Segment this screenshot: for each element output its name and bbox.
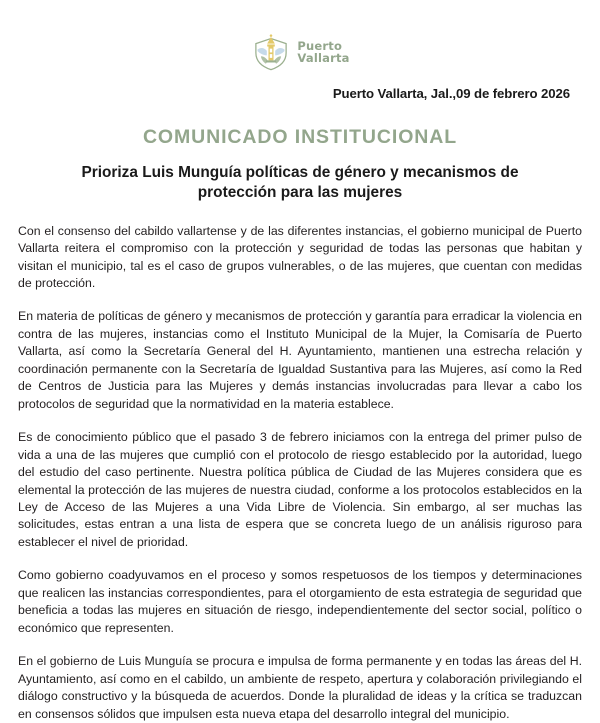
masthead [0,0,600,77]
paragraph: En el gobierno de Luis Munguía se procura e impulsa de forma permanente y en todas las áreas del H. Ayuntamiento, así como en el cabildo, un ambiente de respeto, apertura y colaboración privilegiando el diálogo constructivo y la búsqueda de acuerdos. Donde la pluralidad de ideas y la crítica se traduzcan en consensos sólidos que impulsen esta nueva etapa del desarrollo integral del municipio. [18,654,582,721]
logo-wordmark-line-2: Vallarta [297,50,350,65]
paragraph: En materia de políticas de género y mecanismos de protección y garantía para erradicar la violencia en contra de las mujeres, instancias como el Instituto Municipal de la Mujer, la Comisaría de Puerto Vallarta, así como la Secretaría General del H. Ayuntamiento, mantienen una estrecha relación y coordinación permanente con la Secretaría de Igualdad Sustantiva para las Mujeres, así como la Red de Centros de Justicia para las Mujeres y demás instancias involucradas para llevar a cabo los protocolos de seguridad que la normatividad en la materia establece. [18,309,582,411]
dateline: Puerto Vallarta, Jal.,09 de febrero 2026 [332,86,570,101]
logo-wordmark [297,40,349,64]
logo-wordmark-line-1: Puerto [297,38,343,53]
page-title: Prioriza Luis Munguía políticas de género y mecanismos de protección para las mujeres [81,164,519,202]
paragraph: Es de conocimiento público que el pasado 3 de febrero iniciamos con la entrega del primer pulso de vida a una de las mujeres que cumplió con el protocolo de riesgo establecido por la autoridad, luego del estudio del caso pertinente. Nuestra política pública de Ciudad de las Mujeres considera que es elemental la protección de las mujeres de nuestra ciudad, conforme a los protocolos establecidos en la Ley de Acceso de las Mujeres a una Vida Libre de Violencia. Sin embargo, al ser muchas las solicitudes, estas entran a una lista de espera que se concreta luego de un análisis riguroso para establecer el nivel de prioridad. [18,430,582,549]
puerto-vallarta-crest-icon [250,31,292,73]
puerto-vallarta-logo [250,31,349,73]
document-kicker: COMUNICADO INSTITUCIONAL [142,126,458,148]
paragraph: Como gobierno coadyuvamos en el proceso y somos respetuosos de los tiempos y determinaciones que realicen las instancias correspondientes, para el otorgamiento de esta estrategia de seguridad que beneficia a todas las mujeres en situación de riesgo, independientemente del sector social, político o económico que representen. [18,568,582,635]
paragraph: Con el consenso del cabildo vallartense y de las diferentes instancias, el gobierno municipal de Puerto Vallarta reitera el compromiso con la protección y seguridad de todas las personas que habitan y visitan el municipio, tal es el caso de grupos vulnerables, o de las mujeres, que cuentan con medidas de protección. [18,223,582,291]
body-copy [0,204,600,723]
